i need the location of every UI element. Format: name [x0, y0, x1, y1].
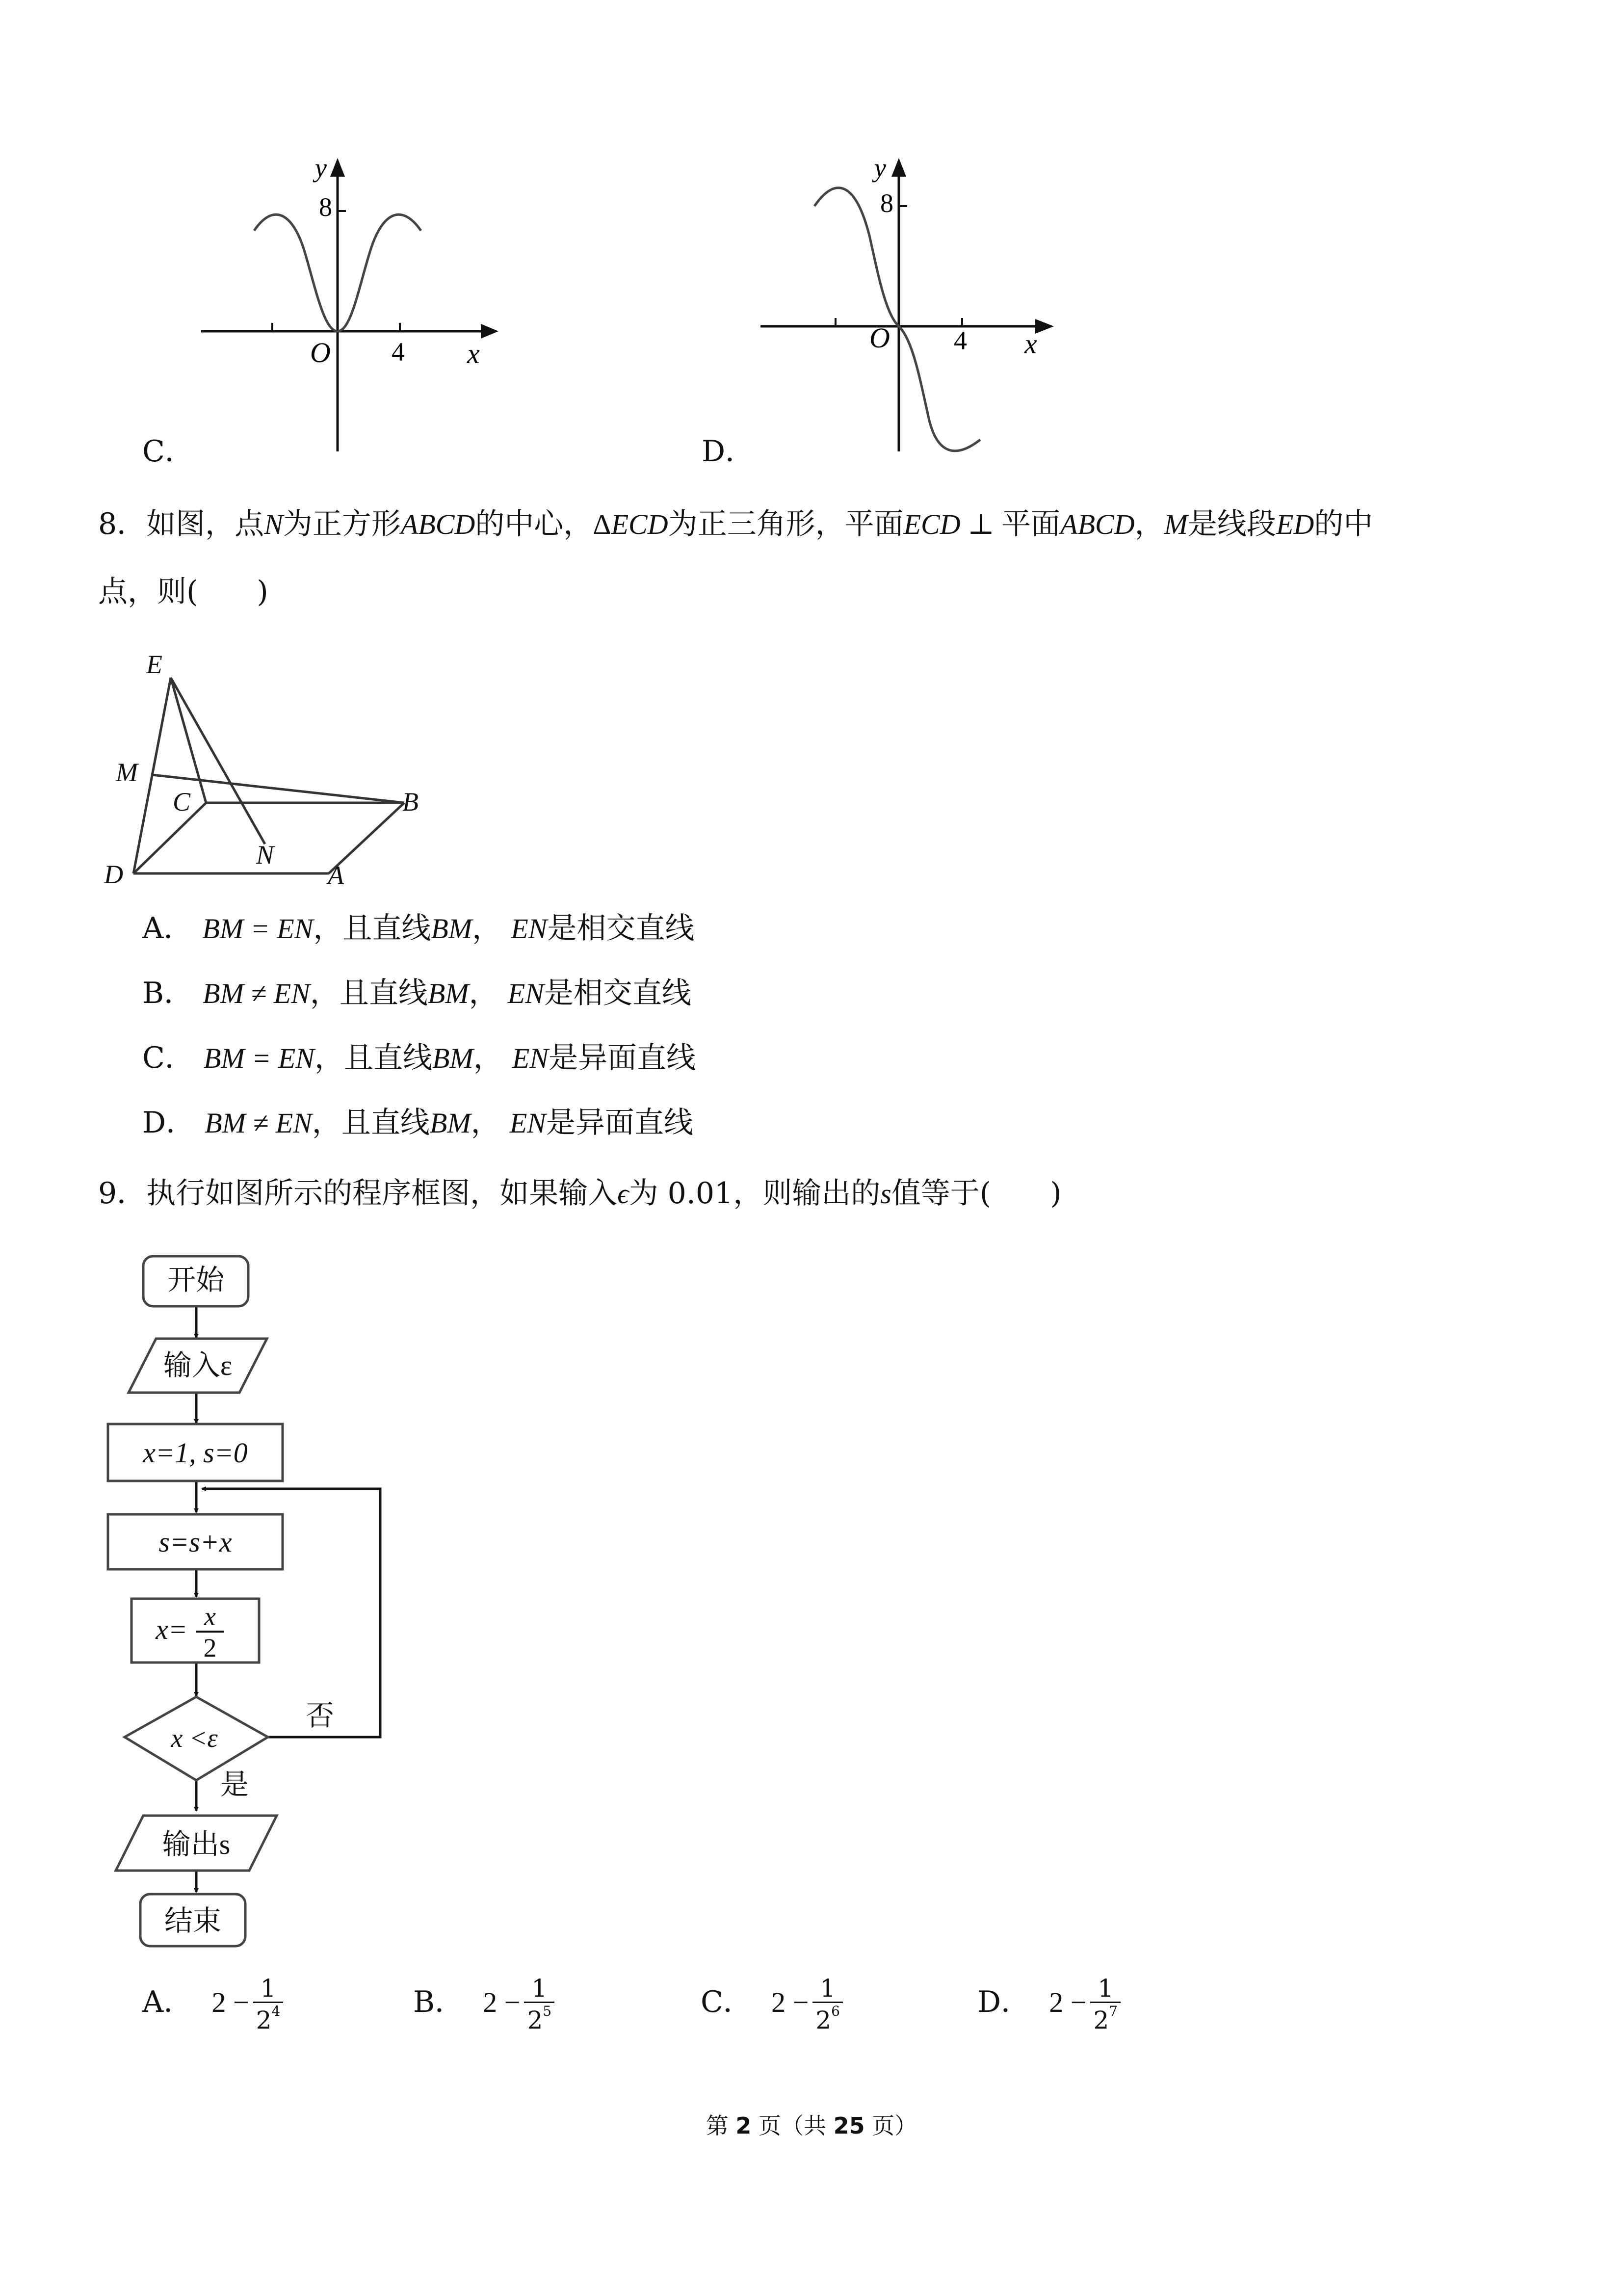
var-ecd: ECD: [611, 508, 668, 540]
denominator-exponent: 6: [831, 2003, 840, 2019]
option-text: 是相交直线: [544, 976, 691, 1010]
var-abcd: ABCD: [400, 508, 475, 540]
denominator-base: 2: [815, 2006, 832, 2034]
option-fraction: [253, 1976, 284, 2033]
option-text: 是异面直线: [548, 1041, 696, 1075]
x-axis-arrow: [1035, 319, 1054, 334]
option-letter: A．: [142, 1985, 193, 2020]
option-base: 2 −: [1049, 1986, 1087, 2019]
init-label: x=1, s=0: [143, 1437, 248, 1469]
denominator-exponent: 5: [543, 2003, 552, 2019]
label-m: M: [116, 758, 138, 787]
y-tick-label: 8: [319, 192, 332, 222]
perpendicular-symbol: ⊥: [960, 508, 1002, 540]
fraction-numerator: 1: [253, 1976, 284, 2003]
q8-text: 为正三角形，平面: [668, 507, 904, 541]
halve-lhs: x=: [156, 1613, 187, 1645]
q8-text: 的中心，: [475, 507, 593, 541]
halve-box: [131, 1599, 259, 1663]
option-letter: B．: [142, 976, 194, 1010]
fraction-denominator: [812, 2003, 843, 2033]
denominator-base: 2: [1093, 2006, 1109, 2034]
y-axis-label: y: [315, 157, 327, 183]
option-expression: BM = EN: [204, 1042, 314, 1074]
halve-denominator: 2: [203, 1633, 217, 1663]
option-fraction: [1090, 1976, 1121, 2033]
y-axis-arrow: [891, 158, 906, 177]
option-letter: D．: [977, 1985, 1031, 2020]
option-letter: C．: [701, 1985, 753, 2020]
y-axis-label: y: [874, 157, 886, 183]
fraction-denominator: [1090, 2003, 1121, 2033]
q9-option-a[interactable]: [142, 1976, 283, 2033]
fraction-numerator: 1: [1090, 1976, 1121, 2003]
option-text: ，: [471, 1106, 500, 1140]
option-text: 是异面直线: [546, 1106, 693, 1140]
option-text: ，且直线: [314, 1041, 432, 1075]
option-text: 是相交直线: [547, 911, 695, 946]
q8-text: 为正方形: [283, 507, 401, 541]
output-label: 输出s: [162, 1828, 231, 1860]
q9-text: 值等于( ): [891, 1176, 1062, 1211]
option-text: ，: [472, 911, 502, 946]
line-bm: BM: [432, 1042, 473, 1074]
option-text: ，且直线: [313, 911, 431, 946]
y-axis-arrow: [330, 158, 345, 177]
edge-ec: [171, 678, 206, 803]
q7-option-d-letter: D．: [702, 434, 755, 469]
x-axis-label: x: [1024, 328, 1037, 360]
label-a: A: [328, 861, 344, 890]
q9-text: 为 0.01，则输出的: [628, 1176, 881, 1211]
denominator-base: 2: [527, 2006, 543, 2034]
q8-number: 8．: [98, 507, 147, 541]
var-ecd: ECD: [903, 508, 961, 540]
triangle-symbol: Δ: [593, 508, 611, 540]
denominator-exponent: 7: [1109, 2003, 1118, 2019]
q9-text: 执行如图所示的程序框图，如果输入: [146, 1176, 618, 1211]
y-tick-label: 8: [880, 188, 893, 218]
q7-option-d-graph: [746, 157, 1060, 471]
option-base: 2 −: [771, 1986, 809, 2019]
q8-text: ，: [1134, 507, 1164, 541]
total-pages: 25: [833, 2112, 865, 2139]
option-expression: BM ≠ EN: [203, 977, 310, 1009]
line-en: EN: [509, 1107, 546, 1139]
segment-en: [171, 678, 265, 844]
option-fraction: [812, 1976, 843, 2033]
q8-text: 如图，点: [146, 507, 264, 541]
q9-option-c[interactable]: [701, 1976, 843, 2033]
q7-option-c-graph: [186, 157, 500, 471]
halve-numerator: x: [204, 1602, 216, 1631]
update-label: s=s+x: [158, 1526, 232, 1558]
option-text: ，且直线: [310, 976, 428, 1010]
fraction-denominator: [253, 2003, 284, 2033]
q7-option-c-letter: C．: [142, 434, 194, 469]
page-number: 2: [735, 2112, 752, 2139]
footer-text: 页）: [864, 2112, 917, 2139]
q9-stem: [98, 1176, 1062, 1211]
q8-pyramid-figure: [98, 638, 442, 903]
var-m: M: [1164, 508, 1188, 540]
start-label: 开始: [167, 1264, 225, 1296]
option-expression: BM ≠ EN: [205, 1107, 312, 1139]
function-curve: [814, 188, 980, 451]
option-text: ，: [469, 976, 498, 1010]
no-branch-label: 否: [305, 1700, 335, 1732]
condition-label: x <ε: [171, 1723, 218, 1753]
label-n: N: [256, 840, 274, 870]
option-base: 2 −: [211, 1986, 249, 2019]
line-en: EN: [512, 1042, 549, 1074]
q8-option-c[interactable]: [142, 1040, 696, 1076]
label-c: C: [173, 787, 191, 817]
fraction-numerator: 1: [812, 1976, 843, 2003]
denominator-base: 2: [256, 2006, 272, 2034]
denominator-exponent: 4: [271, 2003, 281, 2019]
input-label: 输入ε: [163, 1349, 233, 1381]
q8-text: 的中: [1314, 507, 1373, 541]
x-tick-label: 4: [392, 337, 405, 367]
end-label: 结束: [164, 1905, 222, 1937]
q8-stem-line2: 点，则( ): [98, 575, 268, 609]
option-letter: A．: [142, 911, 193, 946]
footer-text: 页（共: [751, 2112, 834, 2139]
var-abcd: ABCD: [1060, 508, 1135, 540]
option-text: ，: [473, 1041, 503, 1075]
yes-branch-label: 是: [220, 1768, 249, 1800]
label-d: D: [104, 860, 123, 889]
q8-option-d[interactable]: [142, 1105, 693, 1140]
label-b: B: [402, 787, 419, 817]
origin-label: O: [869, 322, 890, 354]
line-bm: BM: [431, 913, 472, 945]
x-axis-arrow: [481, 324, 498, 339]
line-en: EN: [511, 913, 548, 945]
fraction-numerator: 1: [524, 1976, 554, 2003]
q9-option-d[interactable]: [977, 1976, 1121, 2033]
q9-option-b[interactable]: [413, 1976, 554, 2033]
x-tick-label: 4: [954, 326, 967, 355]
label-e: E: [146, 650, 162, 679]
option-text: ，且直线: [312, 1106, 430, 1140]
q9-flowchart: [98, 1241, 442, 1963]
q8-option-b[interactable]: [142, 976, 691, 1011]
line-bm: BM: [427, 977, 469, 1009]
q8-text: 是线段: [1187, 507, 1276, 541]
var-n: N: [264, 508, 283, 540]
q8-text: 平面: [1001, 507, 1061, 541]
line-en: EN: [507, 977, 544, 1009]
origin-label: O: [310, 337, 331, 369]
fraction-denominator: [524, 2003, 554, 2033]
option-expression: BM = EN: [202, 913, 314, 945]
q9-number: 9．: [98, 1176, 147, 1211]
option-letter: D．: [142, 1106, 196, 1140]
page-footer: [0, 2108, 1623, 2140]
option-letter: B．: [413, 1985, 465, 2020]
x-axis-label: x: [467, 338, 480, 369]
var-s: s: [880, 1178, 891, 1210]
q8-stem-line1: [98, 506, 1373, 542]
var-epsilon: ϵ: [617, 1178, 629, 1210]
var-ed: ED: [1276, 508, 1314, 540]
line-bm: BM: [429, 1107, 471, 1139]
option-letter: C．: [142, 1041, 194, 1075]
footer-text: 第: [706, 2112, 736, 2139]
option-fraction: [524, 1976, 554, 2033]
option-base: 2 −: [483, 1986, 521, 2019]
q8-option-a[interactable]: [142, 911, 694, 946]
